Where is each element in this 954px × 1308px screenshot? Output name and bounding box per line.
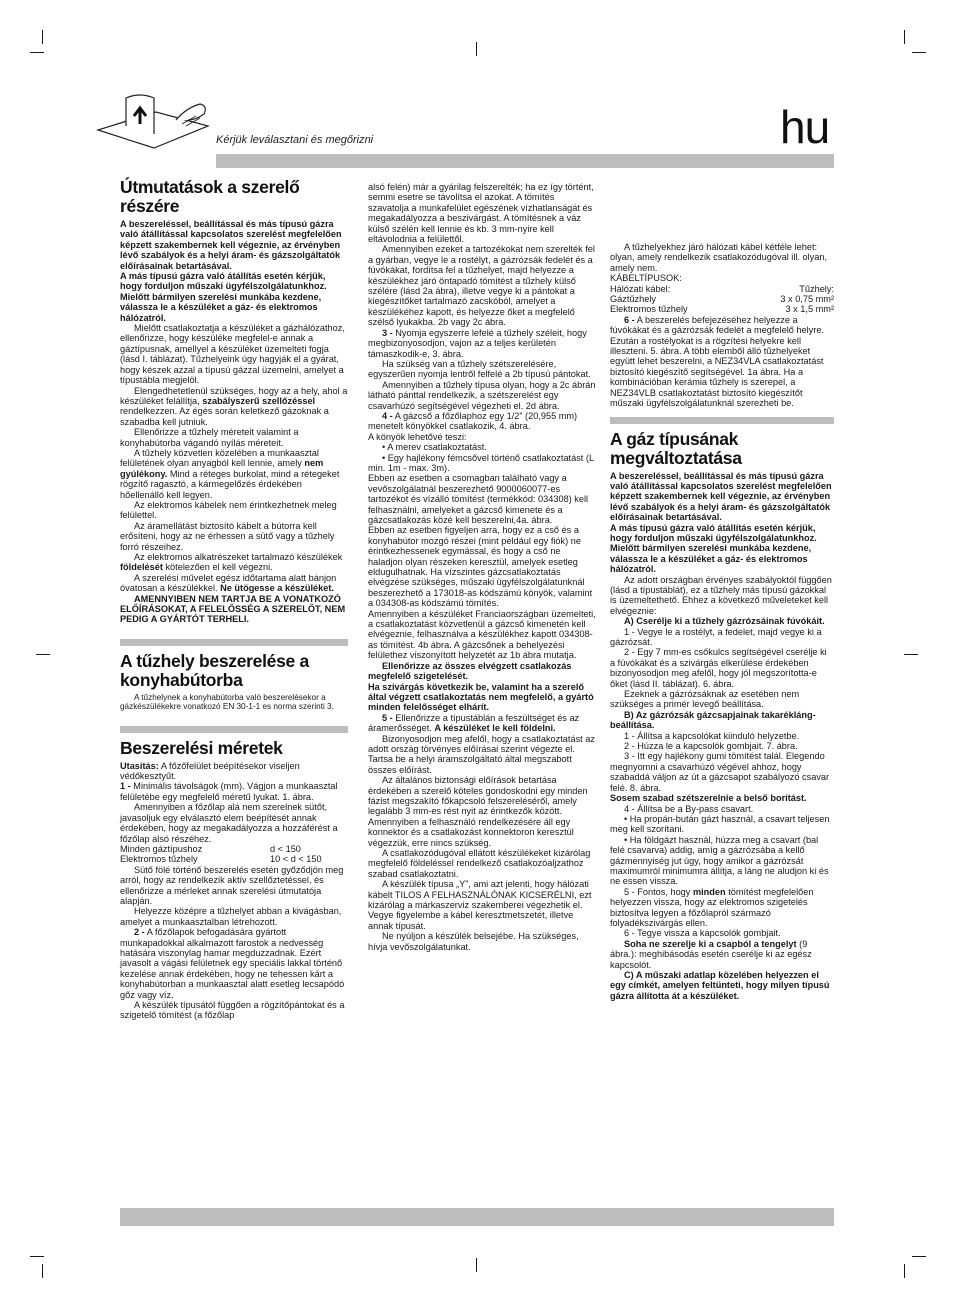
paragraph: Amennyiben a készüléket Franciaországban üzemelteti, a csatlakoztatást közvetlenül a gázcső kimenetén kell elvégeznie, felhasználva a készülékhez kapott 034308-as tömítést. 4b ábra. A gázcsőnek a behelyezési felülethez viszonyított helyzetét az 1b ábra mutatja. <box>368 608 596 661</box>
cable-row: Gáztűzhely 3 x 0,75 mm² <box>610 294 834 305</box>
crop-mark <box>912 1256 926 1257</box>
step-heading: B) Az gázrózsák gázcsapjainak takarékláng-beállítása. <box>610 709 816 731</box>
warning-text: Mielőtt bármilyen szerelési munkába kezdene, válassza le a készüléket a gáz- és elektromos hálózatról. <box>120 291 322 323</box>
cable-row: Hálózati kábel: Tűzhely: <box>610 283 834 294</box>
paragraph: Sütő fölé történő beszerelés esetén győződjön meg arról, hogy az rendelkezik aktív szellőztetéssel, és ellenőrizze a mérleket annak szerelési útmutatója alapján. <box>120 864 344 906</box>
paragraph: A szerelési művelet egész időtartama alatt bánjon óvatosan a készülékkel. Ne ütögesse a készüléket. <box>120 572 337 594</box>
step-heading: A) Cserélje ki a tűzhely gázrózsáinak fúvókáit. <box>624 616 825 627</box>
list-item: • Egy hajlékony fémcsővel történő csatlakoztatást (L min. 1m - max. 3m). <box>368 452 594 473</box>
section-divider <box>610 417 834 424</box>
paragraph: 4 - Állítsa be a By-pass csavart. <box>624 803 754 814</box>
crop-mark <box>904 654 918 655</box>
paragraph: Ebben az esetben figyeljen arra, hogy ez a cső és a konyhabútor mozgó részei (mint például egy fiók) ne érintkezhessenek egymással, és hogy a cső ne haladjon olyan részeken keresztül, amelyek esetleg eldugulhatnak. Ha vízszintes gázcsatlakoztatás elvégzése szükséges, műszaki ügyfélszolgálatunknál beszerezhető a 173018-as kódszámú könyök, valamint a 034308-as kódszámú tömítés. <box>368 525 593 609</box>
paragraph: Ellenőrizze a tűzhely méreteit valamint a konyhabútorba vágandó nyílás méreteit. <box>120 427 299 448</box>
paragraph: 6 - A beszerelés befejezéséhez helyezze a fúvókákat és a gázrózsák fedelét a megfelelő helyre. Ezután a rostélyokat is a rögzítési helyekre kell illeszteni. 5. ábra. A több elemből álló tűzhelyeket együtt lehet beszerelni, a NEZ34VLA csatlakoztatást biztosító kiegészítő segítségével. 1a ábra. Ha a kombinációban kerámia tűzhely is szerepel, a NEZ34VLB csatlakoztatást biztosító kiegészítőt műszaki ügyfélszolgálatunknál szerezheti be. <box>610 314 824 409</box>
paragraph: Ebben az esetben a csomagban található vagy a vevőszolgálatnál beszerezhető 9000060077-es tartozékot és vízálló tömítést (termékkód: 034308) kell felhasználni, amelyeket a gázcső kimenete és a gázcsatlakozás közé kell beszerelni,4a. ábra. <box>368 473 589 525</box>
column-2 <box>368 182 596 952</box>
paragraph: A készülék típusa „Y”, ami azt jelenti, hogy hálózati kábelt TILOS A FELHASZNÁLÓNAK KICSERÉLNI, ezt kizárólag a márkaszerviz szakemberei végezhetik el. Vegye figyelembe a kábel keresztmetszetét, illetve annak típusát. <box>368 879 592 931</box>
crop-mark <box>476 1258 477 1272</box>
step-heading: C) A műszaki adatlap közelében helyezzen el egy címkét, amelyen feltünteti, hogy milyen típusú gázra állította át a készüléket. <box>610 970 830 1001</box>
paragraph: Amennyiben a tűzhely típusa olyan, hogy a 2c ábrán látható pánttal rendelkezik, a szétszerelést egy csavarhúzó segítségével végezheti el. 2d ábra. <box>368 379 596 411</box>
column-1 <box>120 172 348 1021</box>
section-title-installer: Útmutatások a szerelő részére <box>120 177 300 216</box>
paragraph: 4 - A gázcső a főzőlaphoz egy 1/2” (20,955 mm) menetelt könyökkel csatlakozik, 4. ábra. <box>368 410 578 432</box>
crop-mark <box>476 42 477 56</box>
tear-off-hand-icon <box>96 90 216 154</box>
cable-types-label: KÁBELTÍPUSOK: <box>610 273 682 284</box>
list-item: • Ha propán-bután gázt használ, a csavart teljesen meg kell szorítani. <box>610 813 830 835</box>
paragraph: Ha szükség van a tűzhely szétszerelésére, egyszerűen nyomja lentről felfelé a 2b típusú pántokat. <box>368 358 591 380</box>
paragraph: 3 - Nyomja egyszerre lefelé a tűzhely széleit, hogy megbizonyosodjon, vajon az a teljes kerületén támaszkodik-e, 3. ábra. <box>368 327 587 359</box>
paragraph: 1 - Vegye le a rostélyt, a fedelet, majd vegye ki a gázrózsát. <box>610 626 822 647</box>
paragraph: Az elektromos alkatrészeket tartalmazó készülékek földelését kötelezően el kell végezni. <box>120 552 343 573</box>
distance-row: Minden gáztípushoz d < 150 <box>120 843 301 854</box>
crop-mark <box>42 1264 43 1278</box>
warning-text: A más típusú gázra való átállítás esetén kérjük, hogy forduljon műszaki ügyfélszolgálatunkhoz. <box>120 271 327 292</box>
paragraph: Ne nyúljon a készülék belsejébe. Ha szükséges, hívja vevőszolgálatunkat. <box>368 931 579 952</box>
paragraph: A tűzhelyekhez járó hálózati kábel kétféle lehet: olyan, amely rendelkezik csatlakozódugóval ill. olyan, amely nem. <box>610 242 828 273</box>
cable-row: Elektromos tűzhely 3 x 1,5 mm² <box>610 304 834 315</box>
section-divider <box>120 726 348 733</box>
column-3 <box>610 242 834 1001</box>
paragraph: Mielőtt csatlakoztatja a készüléket a gázhálózathoz, ellenőrizze, hogy készüléke megfelel-e annak a gáztípusnak, amellyel a készüléket üzemelteti fogja (lásd I. táblázat). Tűzhelyeink úgy hagyják el a gyárat, hogy készek azzal a típusú gázzal üzemelni, amelyet a típustábla megjelöl. <box>120 323 345 386</box>
paragraph: A készülék típusától függően a rögzítőpántokat és a szigetelő tömítést (a főzőlap <box>120 1000 345 1021</box>
paragraph: Amennyiben a főzőlap alá nem szerelnek sütőt, javasoljuk egy elválasztó elem beépítését annak érdekében, hogy az megakadályozza a hozzáférést a főzőlap alsó részéhez. <box>120 802 338 844</box>
paragraph: 1 - Állítsa a kapcsolókat kiinduló helyzetbe. <box>624 730 800 741</box>
paragraph: Ha szivárgás következik be, valamint ha a szerelő által végzett csatlakoztatás nem megfelelő, a gyártó minden felelősséget elhárít. <box>368 681 594 713</box>
paragraph: 1 - Minimális távolságok (mm). Vágjon a munkaasztal felületébe egy megfelelő méretű lyukat. 1. ábra. <box>120 781 338 802</box>
paragraph: Helyezze középre a tűzhelyet abban a kivágásban, amelyet a munkaasztalban létrehozott. <box>120 906 342 927</box>
paragraph: Az adott országban érvényes szabályoktól függően (lásd a típustáblát), ez a tűzhely más típusú gázokkal is üzemeltethető. Ehhez a következő műveleteket kell elvégeznie: <box>610 574 832 616</box>
paragraph: 2 - A főzőlapok befogadására gyártott munkapadokkal alkalmazott farostok a nedvesség hatására viszonylag hamar megduzzadnak. Ezért javasolt a vágási felületnek egy speciális lakkal történő kezelése annak érdekében, hogy ne tehessen kárt a konyhabútorban a munkaasztal alatt esetleg lecsapódó gőz vagy víz. <box>120 927 345 1000</box>
paragraph: 5 - Ellenőrizze a típustáblán a feszültséget és az áramerősséget. A készüléket le kell földelni. <box>368 712 580 734</box>
crop-mark <box>30 52 44 53</box>
warning-text: A más típusú gázra való átállítás esetén kérjük, hogy forduljon műszaki ügyfélszolgálatunkhoz. <box>610 522 817 543</box>
footer-bar <box>120 1208 834 1226</box>
paragraph: 6 - Tegye vissza a kapcsolók gombjait. <box>624 928 781 939</box>
paragraph: alsó felén) már a gyárilag felszerelték; ha ez így történt, semmi esetre se távolítsa el azokat. A tömítés szavatolja a munkafelület egészének vízhatlanságát és megakadályozza a beszivárgást. A tömítésnek a váz külső szélén kell lennie és kb. 3 mm-nyire kell eltávolodnia a felülettől. <box>368 182 594 245</box>
crop-mark <box>42 30 43 44</box>
section-divider <box>120 639 348 646</box>
paragraph: Az áramellátást biztosító kábelt a bútorra kell erősíteni, hogy az ne érhessen a sütő vagy a tűzhely forró részeihez. <box>120 520 335 552</box>
list-item: • Ha földgázt használ, húzza meg a csavart (bal felé csavarva) addig, amíg a gázrózsába a kellő gázmennyiség jut úgy, hogy amikor a gázrózsát maximumról minimumra állítja, a láng ne aludjon ki és ne essen vissza. <box>610 834 829 887</box>
crop-mark <box>904 30 905 44</box>
paragraph: 2 - Egy 7 mm-es csőkulcs segítségével cserélje ki a fúvókákat és a szivárgás elkerülése érdekében bizonyosodjon meg afelől, hogy jól megszorította-e őket (lásd II. táblázat). 6. ábra. <box>610 647 827 689</box>
list-item: • A merev csatlakoztatást. <box>382 442 487 453</box>
paragraph: Amennyiben ezeket a tartozékokat nem szerelték fel a gyárban, vegye le a rostélyt, a gázrózsák fedelét és a fúvókákat, fordítsa fel a tűzhelyet, majd helyezze a készülékhez járó öntapadó tömítést a tűzhely külső szélére (lásd 2a ábra), illetve vegye ki a pántokat a kiegészítőket tartalmazó zacskóból, amelyet a készülékéhez kapott, és helyezze őket a megfelelő szélső lyukakba. 2b vagy 2c ábra. <box>368 244 595 328</box>
paragraph: Az elektromos kábelek nem érintkezhetnek meleg felülettel. <box>120 499 337 521</box>
language-code: hu <box>780 101 830 153</box>
paragraph: 2 - Húzza le a kapcsolók gombjait. 7. ábra. <box>624 741 798 752</box>
section-title-gas-change: A gáz típusának megváltoztatása <box>610 428 742 468</box>
paragraph: A könyök lehetővé teszi: <box>368 431 467 442</box>
crop-mark <box>904 1264 905 1278</box>
header-bar <box>216 154 834 168</box>
warning-text: A beszereléssel, beállítással és más típusú gázra való átállítással kapcsolatos szerelést megfelelően képzett szakembernek kell végeznie, az érvényben lévő szabályok és a helyi áram- és gázszolgáltatók előírásainak betartásával. <box>610 470 832 523</box>
crop-mark <box>36 654 50 655</box>
paragraph: Az általános biztonsági előírások betartása érdekében a szerelő köteles gondoskodni egy minden fázist megszakító főkapcsoló felszereléséről, amely legalább 3 mm-es rést nyit az érintkezők között. Amennyiben a felhasználó rendelkezésére áll egy konnektor és a csatlakozást konnektoron keresztül végezzük, erre nincs szükség. <box>368 775 588 848</box>
crop-mark <box>30 1256 44 1257</box>
warning-text: A beszereléssel, beállítással és más típusú gázra való átállítással kapcsolatos szerelést megfelelően képzett szakembernek kell végeznie, az érvényben lévő szabályok és a helyi áram- és gázszolgáltatók előírásainak betartásával. <box>120 219 342 271</box>
paragraph: A csatlakozódugóval ellátott készülékeket kizárólag megfelelő földeléssel rendelkező csatlakozóaljzathoz szabad csatlakoztatni. <box>368 848 591 879</box>
paragraph: A tűzhelynek a konyhabútorba való beszerelésekor a gázkészülékekre vonatkozó EN 30-1-1 es norma szerinti 3. <box>120 692 334 712</box>
paragraph: Utasítás: A főzőfelület beépítésekor viseljen védőkesztyűt. <box>120 760 300 782</box>
paragraph: 5 - Fontos, hogy minden tömítést megfelelően helyezzen vissza, hogy az elektromos szigetelés biztosítva legyen a főzőlapról származó folyadékszivárgás ellen. <box>610 886 814 928</box>
section-title-cabinet: A tűzhely beszerelése a konyhabútorba <box>120 650 309 690</box>
paragraph: A tűzhely közvetlen közelében a munkaasztal felületének olyan anyagból kell lennie, amely nem gyúlékony. Mind a réteges burkolat, mind a rétegeket rögzítő ragasztó, a kármegelőzés érdekében hőellenálló kell legyen. <box>120 447 340 500</box>
header-caption: Kérjük leválasztani és megőrizni <box>216 134 374 146</box>
section-title-dimensions: Beszerelési méretek <box>120 737 283 758</box>
liability-warning: AMENNYIBEN NEM TARTJA BE A VONATKOZÓ ELŐÍRÁSOKAT, A FELELŐSSÉG A SZERELŐT, NEM PEDIG A GYÁRTÓT TERHELI. <box>120 593 346 625</box>
paragraph: Soha ne szerelje ki a csapból a tengelyt (9 ábra.): meghibásodás esetén cserélje ki az egész kapcsolót. <box>610 938 812 970</box>
paragraph: Ezeknek a gázrózsáknak az esetében nem szükséges a primér levegő beállítása. <box>610 689 800 710</box>
paragraph: 3 - Itt egy hajlékony gumi tömítést talál. Elegendo megnyomni a csavarhúzó végével ahhoz, hogy szabaddá váljon az út a gázcsapot szabályozó csavar felé. 8. ábra. <box>610 751 830 793</box>
paragraph: Sosem szabad szétszerelnie a belső borítást. <box>610 793 807 804</box>
distance-row: Elektromos tűzhely 10 < d < 150 <box>120 854 322 865</box>
paragraph: Bizonyosodjon meg afelől, hogy a csatlakoztatást az adott ország törvényes előírásai szerint végezte el. Tartsa be a helyi áramszolgáltató által megszabott összes előírást. <box>368 733 595 775</box>
crop-mark <box>912 52 926 53</box>
paragraph: Elengedhetetlenül szükséges, hogy az a hely, ahol a készüléket felállítja, szabályszerű szellőzéssel rendelkezzen. Az égés során keletkező gázoknak a szabadba kell jutniuk. <box>120 385 348 427</box>
paragraph: Ellenőrizze az összes elvégzett csatlakozás megfelelő szigetelését. <box>368 660 572 682</box>
warning-text: Mielőtt bármilyen szerelési munkába kezdene, válassza le a készüléket a gáz- és elektromos hálózatról. <box>610 543 812 575</box>
